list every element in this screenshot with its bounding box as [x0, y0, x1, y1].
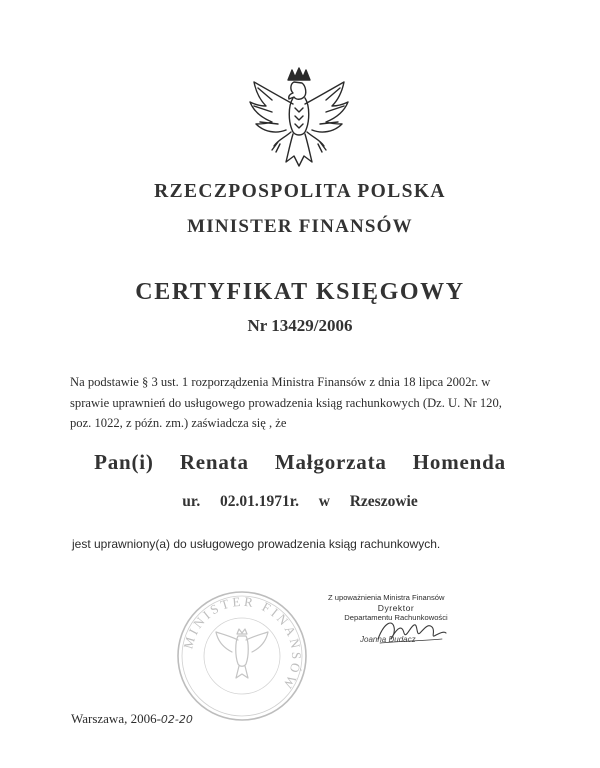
holder-name: Pan(i) Renata Małgorzata Homenda [94, 450, 506, 474]
official-seal-stamp [172, 586, 312, 726]
state-name-heading: RZECZPOSPOLITA POLSKA [154, 181, 446, 202]
issue-date-handwritten: 02-20 [160, 713, 193, 726]
authorization-statement: jest uprawniony(a) do usługowego prowadzenia ksiąg rachunkowych. [72, 537, 441, 551]
seal-text: MINISTER FINANSÓW [180, 593, 305, 694]
certificate-number: Nr 13429/2006 [247, 316, 353, 335]
legal-basis-paragraph [70, 372, 554, 434]
legal-line-2: sprawie uprawnień do usługowego prowadzenia ksiąg rachunkowych (Dz. U. Nr 120, [70, 395, 502, 410]
seal-eagle-icon [216, 629, 268, 678]
birth-info: ur. 02.01.1971r. w Rzeszowie [182, 493, 418, 510]
white-eagle-emblem-icon [238, 66, 360, 178]
department-name: Departamentu Rachunkowości [344, 613, 448, 622]
legal-line-3: poz. 1022, z późn. zm.) zaświadcza się , że [70, 416, 287, 430]
legal-line-1: Na podstawie § 3 ust. 1 rozporządzenia Ministra Finansów z dnia 18 lipca 2002r. w [70, 375, 491, 389]
ministry-heading: MINISTER FINANSÓW [187, 216, 413, 237]
issue-place-date [71, 711, 193, 727]
issue-place: Warszawa, 2006- [71, 711, 161, 726]
director-title: Dyrektor [377, 603, 415, 613]
authorization-line: Z upoważnienia Ministra Finansów [328, 593, 445, 602]
handwritten-signature [370, 613, 450, 651]
signer-name: Joanna Dudacz [360, 635, 416, 644]
certificate-title: CERTYFIKAT KSIĘGOWY [135, 279, 465, 305]
